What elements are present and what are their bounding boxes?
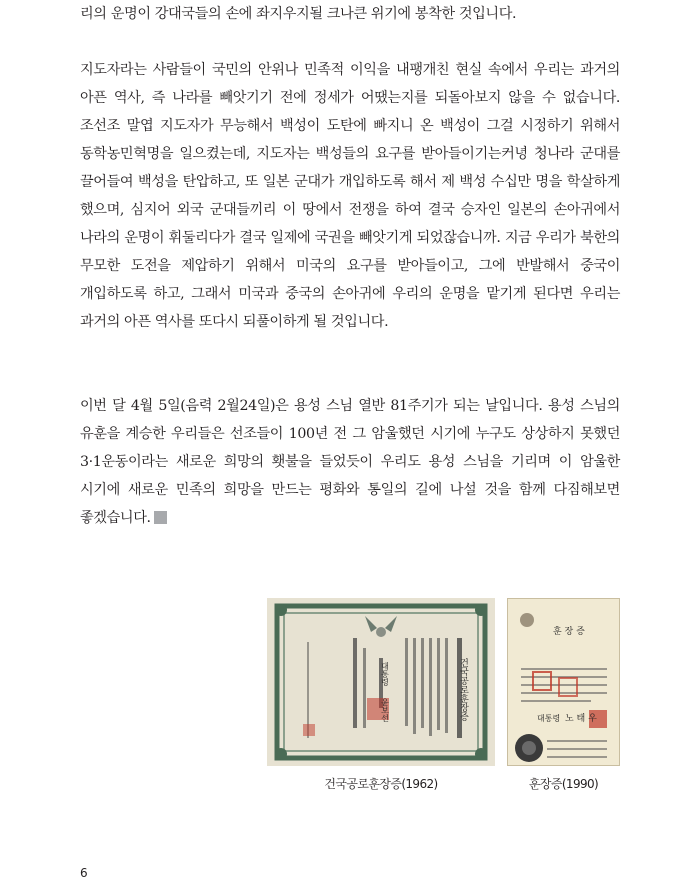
certificate-1990-signature-label: 대통령 [537, 714, 561, 723]
page-number: 6 [80, 866, 88, 880]
certificate-1962-caption: 건국공로훈장증(1962) [324, 777, 438, 791]
certificate-1990-illustration [507, 598, 620, 766]
certificate-1962-title: 건국공로훈장증 [458, 658, 468, 721]
certificate-1990-title: 훈 장 증 [553, 627, 585, 637]
certificate-1990-caption: 훈장증(1990) [528, 777, 599, 791]
end-of-article-mark [154, 511, 167, 524]
paragraph-leaders: 지도자라는 사람들이 국민의 안위나 민족적 이익을 내팽개친 현실 속에서 우리는 과거의 아픈 역사, 즉 나라를 빼앗기기 전에 정세가 어땠는지를 되돌아보지 않을 수 없습니다. 조선조 말엽 지도자가 무능해서 백성이 도탄에 빠지니 온 백성이 그걸 시정하기 위해서 동학농민혁명을 일으켰는데, 지도자는 백성들의 요구를 받아들이기는커녕 청나라 군대를 끌어들여 백성을 탄압하고, 또 일본 군대가 개입하도록 해서 제 백성 수십만 명을 학살하게 했으며, 심지어 외국 군대들끼리 이 땅에서 전쟁을 하여 결국 승자인 일본의 손아귀에서 나라의 운명이 휘둘리다가 결국 일제에 국권을 빼앗기게 되었잖습니까. 지금 우리가 북한의 무모한 도전을 제압하기 위해서 미국의 요구를 받아들이고, 그에 반발해서 중국이 개입하도록 하고, 그래서 미국과 중국의 손아귀에 우리의 운명을 맡기게 된다면 우리는 과거의 아픈 역사를 또다시 되풀이하게 될 것입니다. [80, 62, 620, 330]
certificate-1962-photo [267, 598, 495, 766]
paragraph-anniversary [80, 392, 620, 532]
certificate-1990-photo [507, 598, 620, 766]
certificate-1962-signature-name: 윤보선 [380, 698, 390, 722]
certificate-1962-illustration [267, 598, 495, 766]
body-text [80, 0, 620, 28]
body-text-2 [80, 56, 620, 336]
body-text-3 [80, 392, 620, 532]
paragraph-continued: 리의 운명이 강대국들의 손에 좌지우지될 크나큰 위기에 봉착한 것입니다. [80, 6, 517, 22]
certificate-1962-signature-label: 대통령 [380, 662, 390, 686]
paragraph-anniversary-text: 이번 달 4월 5일(음력 2월24일)은 용성 스님 열반 81주기가 되는 날입니다. 용성 스님의 유훈을 계승한 우리들은 선조들이 100년 전 그 암울했던 시기에 누구도 상상하지 못했던 3·1운동이라는 새로운 희망의 횃불을 들었듯이 우리도 용성 스님을 기리며 이 암울한 시기에 새로운 민족의 희망을 만드는 평화와 통일의 길에 나설 것을 함께 다짐해보면 좋겠습니다. [80, 398, 620, 526]
certificate-1990-signature-name: 노 태 우 [565, 714, 597, 724]
